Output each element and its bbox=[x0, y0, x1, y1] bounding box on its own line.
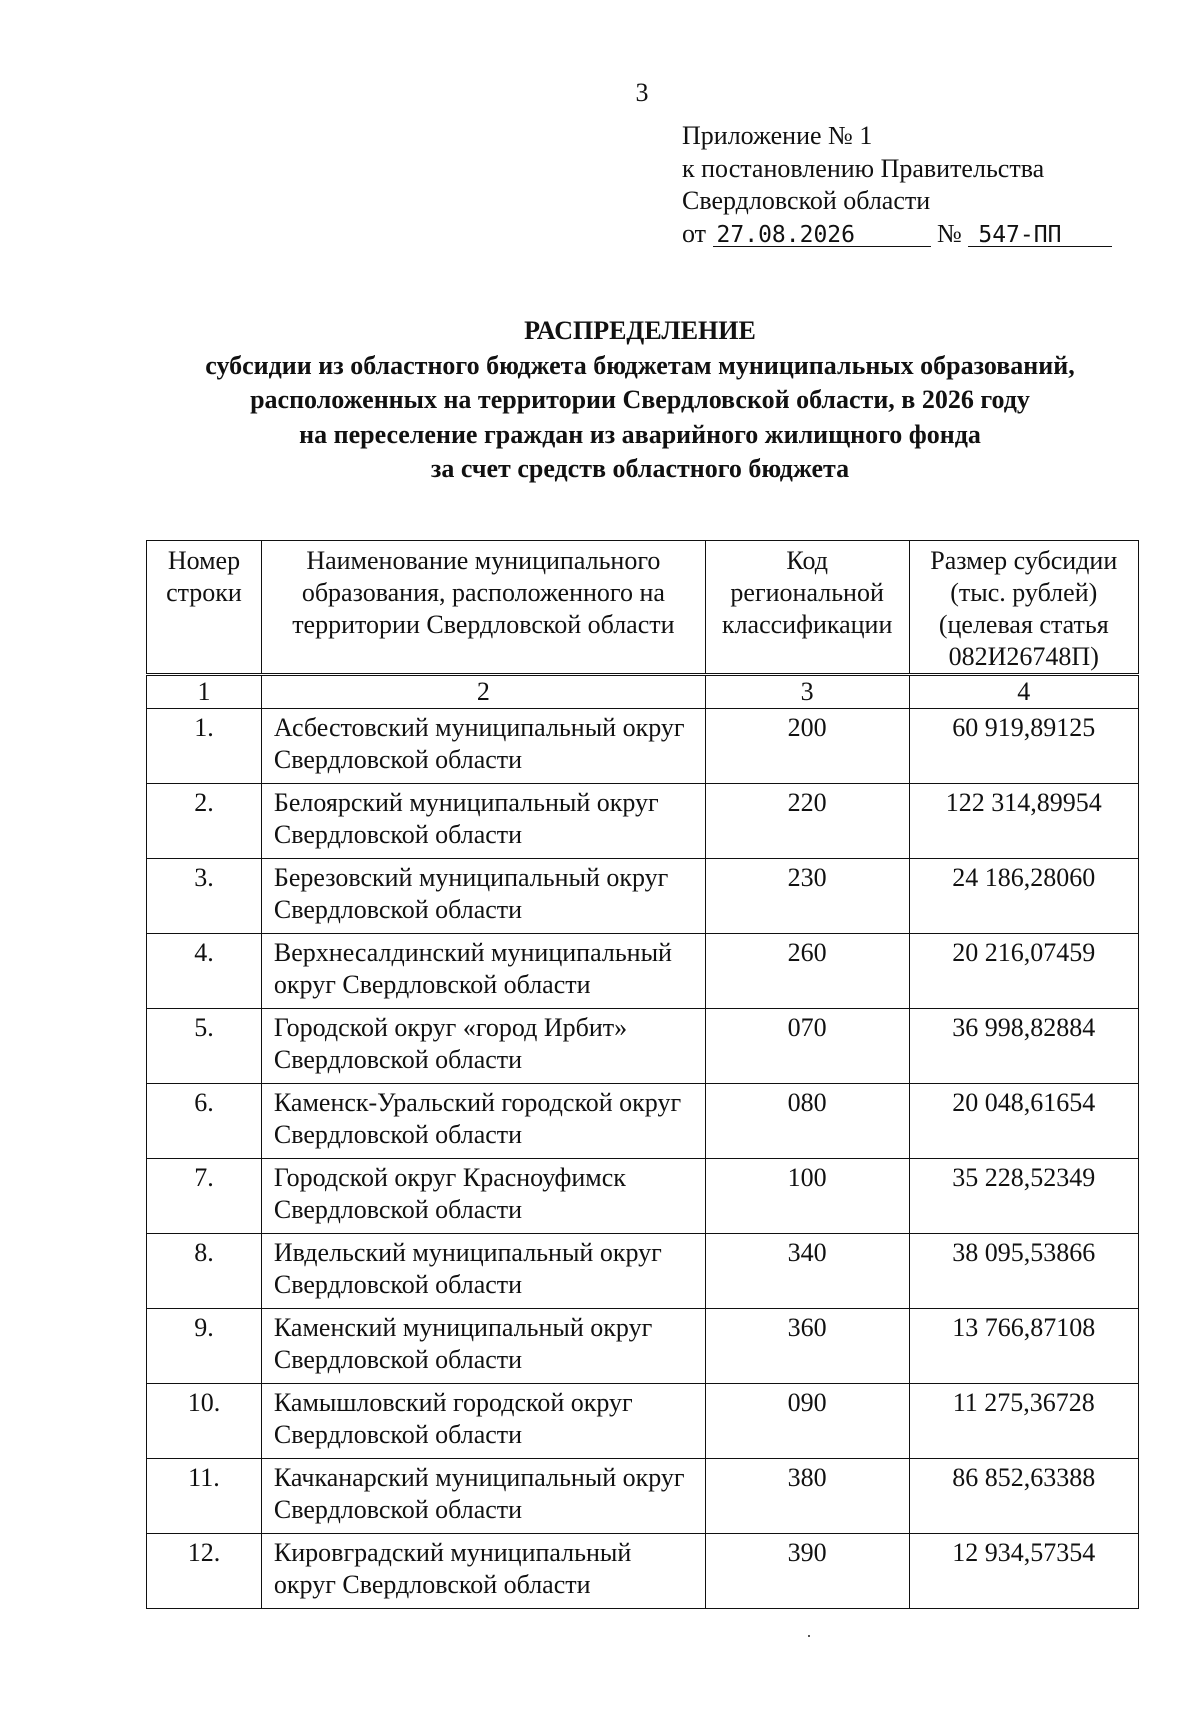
column-number: 4 bbox=[909, 675, 1138, 709]
region-code: 200 bbox=[705, 709, 909, 784]
appendix-date-line bbox=[682, 218, 1112, 251]
subsidy-amount: 122 314,89954 bbox=[909, 784, 1138, 859]
municipality-name: Каменский муниципальный округ Свердловской области bbox=[261, 1309, 705, 1384]
table-row bbox=[147, 784, 1139, 859]
region-code: 360 bbox=[705, 1309, 909, 1384]
appendix-title: Приложение № 1 bbox=[682, 121, 873, 150]
column-number: 3 bbox=[705, 675, 909, 709]
title-heading: РАСПРЕДЕЛЕНИЕ bbox=[524, 316, 756, 345]
subsidy-amount: 11 275,36728 bbox=[909, 1384, 1138, 1459]
table-row bbox=[147, 1009, 1139, 1084]
subsidy-amount: 60 919,89125 bbox=[909, 709, 1138, 784]
row-number: 7. bbox=[147, 1159, 262, 1234]
row-number: 8. bbox=[147, 1234, 262, 1309]
scan-speck bbox=[808, 1635, 810, 1637]
column-number: 2 bbox=[261, 675, 705, 709]
column-numbers-row bbox=[147, 675, 1139, 709]
page-number: 3 bbox=[635, 78, 649, 107]
table-header-row bbox=[147, 541, 1139, 675]
table-row bbox=[147, 1159, 1139, 1234]
municipality-name: Кировградский муниципальный округ Свердловской области bbox=[261, 1534, 705, 1609]
row-number: 9. bbox=[147, 1309, 262, 1384]
title-line-3: на переселение граждан из аварийного жилищного фонда bbox=[299, 419, 981, 449]
municipality-name: Ивдельский муниципальный округ Свердловской области bbox=[261, 1234, 705, 1309]
subsidy-amount: 36 998,82884 bbox=[909, 1009, 1138, 1084]
region-code: 340 bbox=[705, 1234, 909, 1309]
appendix-region: Свердловской области bbox=[682, 186, 931, 215]
row-number: 6. bbox=[147, 1084, 262, 1159]
table-row bbox=[147, 859, 1139, 934]
table-row bbox=[147, 709, 1139, 784]
subsidy-amount: 86 852,63388 bbox=[909, 1459, 1138, 1534]
municipality-name: Верхнесалдинский муниципальный округ Свердловской области bbox=[261, 934, 705, 1009]
subsidy-amount: 12 934,57354 bbox=[909, 1534, 1138, 1609]
subsidy-amount: 38 095,53866 bbox=[909, 1234, 1138, 1309]
column-number: 1 bbox=[147, 675, 262, 709]
date-prefix: от bbox=[682, 218, 707, 248]
row-number: 3. bbox=[147, 859, 262, 934]
title-line-1: субсидии из областного бюджета бюджетам муниципальных образований, bbox=[205, 350, 1075, 380]
municipality-name: Городской округ «город Ирбит» Свердловской области bbox=[261, 1009, 705, 1084]
row-number: 5. bbox=[147, 1009, 262, 1084]
row-number: 1. bbox=[147, 709, 262, 784]
table-row bbox=[147, 1384, 1139, 1459]
table-row bbox=[147, 1234, 1139, 1309]
region-code: 230 bbox=[705, 859, 909, 934]
table-row bbox=[147, 1084, 1139, 1159]
municipality-name: Березовский муниципальный округ Свердловской области bbox=[261, 859, 705, 934]
row-number: 12. bbox=[147, 1534, 262, 1609]
number-prefix: № bbox=[937, 218, 962, 248]
municipality-name: Качканарский муниципальный округ Свердловской области bbox=[261, 1459, 705, 1534]
table-row bbox=[147, 1309, 1139, 1384]
region-code: 070 bbox=[705, 1009, 909, 1084]
header-municipality-name: Наименование муниципального образования, расположенного на территории Свердловской области bbox=[261, 541, 705, 675]
subsidy-amount: 20 048,61654 bbox=[909, 1084, 1138, 1159]
document-number: 547-ПП bbox=[968, 224, 1112, 247]
row-number: 11. bbox=[147, 1459, 262, 1534]
row-number: 4. bbox=[147, 934, 262, 1009]
title-line-2: расположенных на территории Свердловской области, в 2026 году bbox=[250, 385, 1030, 414]
municipality-name: Каменск-Уральский городской округ Свердловской области bbox=[261, 1084, 705, 1159]
subsidy-amount: 20 216,07459 bbox=[909, 934, 1138, 1009]
row-number: 2. bbox=[147, 784, 262, 859]
header-row-number: Номер строки bbox=[147, 541, 262, 675]
municipality-name: Камышловский городской округ Свердловской области bbox=[261, 1384, 705, 1459]
region-code: 090 bbox=[705, 1384, 909, 1459]
header-region-code: Код региональной классификации bbox=[705, 541, 909, 675]
appendix-block bbox=[682, 120, 1112, 250]
subsidy-amount: 35 228,52349 bbox=[909, 1159, 1138, 1234]
subsidy-table bbox=[146, 540, 1139, 1609]
document-title bbox=[120, 314, 1160, 487]
subsidy-amount: 24 186,28060 bbox=[909, 859, 1138, 934]
region-code: 220 bbox=[705, 784, 909, 859]
appendix-resolution: к постановлению Правительства bbox=[682, 153, 1045, 183]
row-number: 10. bbox=[147, 1384, 262, 1459]
table-row bbox=[147, 1459, 1139, 1534]
municipality-name: Белоярский муниципальный округ Свердловской области bbox=[261, 784, 705, 859]
table-row bbox=[147, 1534, 1139, 1609]
region-code: 100 bbox=[705, 1159, 909, 1234]
header-subsidy-amount: Размер субсидии (тыс. рублей) (целевая статья 082И26748П) bbox=[909, 541, 1138, 675]
municipality-name: Асбестовский муниципальный округ Свердловской области bbox=[261, 709, 705, 784]
region-code: 080 bbox=[705, 1084, 909, 1159]
region-code: 380 bbox=[705, 1459, 909, 1534]
table-row bbox=[147, 934, 1139, 1009]
subsidy-amount: 13 766,87108 bbox=[909, 1309, 1138, 1384]
region-code: 260 bbox=[705, 934, 909, 1009]
region-code: 390 bbox=[705, 1534, 909, 1609]
municipality-name: Городской округ Красноуфимск Свердловской области bbox=[261, 1159, 705, 1234]
title-line-4: за счет средств областного бюджета bbox=[430, 454, 850, 483]
document-date: 27.08.2026 bbox=[713, 224, 931, 247]
